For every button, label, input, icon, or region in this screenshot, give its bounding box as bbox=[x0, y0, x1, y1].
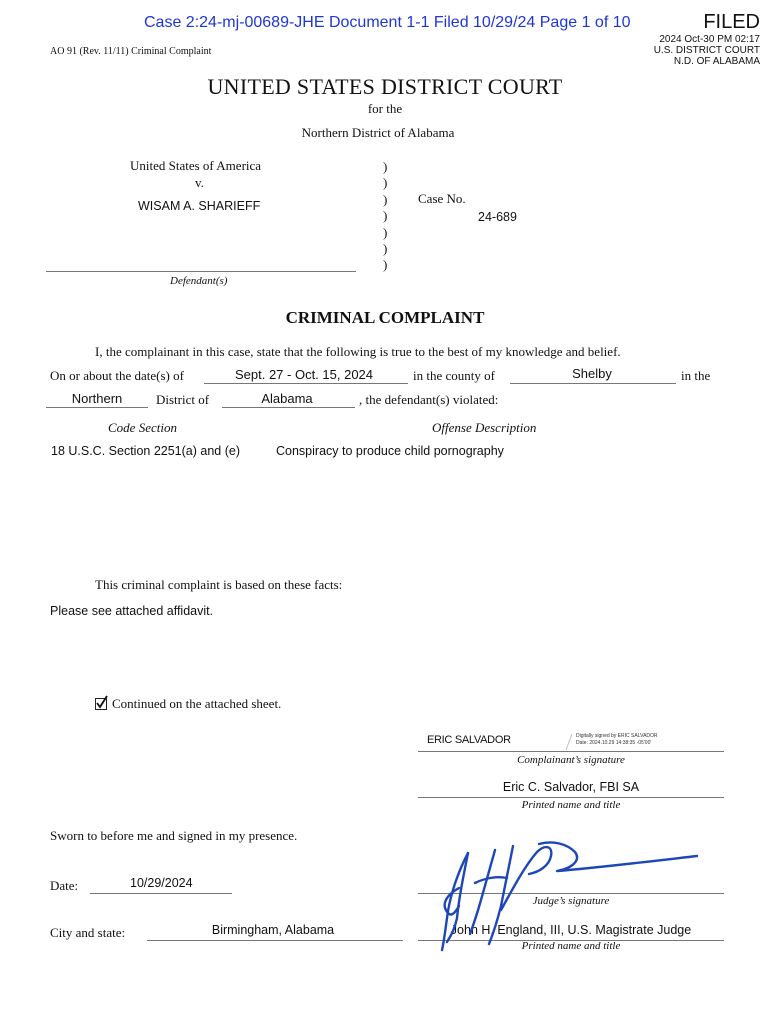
complaint-heading: CRIMINAL COMPLAINT bbox=[285, 308, 485, 327]
defendant-underline bbox=[46, 271, 356, 272]
digital-signature-line-2: Date: 2024.10.29 14:38:35 -05'00' bbox=[576, 740, 652, 746]
state-value: Alabama bbox=[261, 391, 313, 406]
district-of-label: District of bbox=[156, 392, 210, 407]
continued-label: Continued on the attached sheet. bbox=[112, 696, 282, 711]
paren: ) bbox=[383, 208, 388, 224]
paren: ) bbox=[383, 159, 388, 174]
continued-checkbox[interactable] bbox=[95, 698, 107, 710]
complainant-printed-label: Printed name and title bbox=[521, 799, 621, 811]
sworn-statement: Sworn to before me and signed in my presence. bbox=[50, 828, 298, 843]
plaintiff-name: United States of America bbox=[130, 158, 262, 173]
for-the: for the bbox=[367, 101, 403, 116]
date-underline bbox=[204, 383, 408, 384]
city-state-value: Birmingham, Alabama bbox=[211, 923, 335, 937]
code-section-value: 18 U.S.C. Section 2251(a) and (e) bbox=[51, 444, 240, 458]
facts-text: Please see attached affidavit. bbox=[50, 604, 214, 618]
complainant-signature: ERIC SALVADOR bbox=[427, 734, 511, 746]
city-state-underline bbox=[147, 940, 403, 941]
court-name: UNITED STATES DISTRICT COURT bbox=[207, 74, 563, 99]
city-state-label: City and state: bbox=[50, 925, 126, 940]
paren: ) bbox=[383, 240, 388, 256]
filed-stamp bbox=[654, 10, 760, 67]
offense-description-header: Offense Description bbox=[432, 420, 537, 435]
sworn-date-underline bbox=[90, 893, 232, 894]
date-label: Date: bbox=[50, 878, 79, 893]
on-or-about-label: On or about the date(s) of bbox=[50, 368, 184, 383]
judge-printed-label: Printed name and title bbox=[521, 940, 621, 952]
date-value: Sept. 27 - Oct. 15, 2024 bbox=[234, 367, 374, 382]
facts-label: This criminal complaint is based on these facts: bbox=[95, 577, 343, 592]
defendant-name: WISAM A. SHARIEFF bbox=[138, 199, 261, 213]
paren: ) bbox=[383, 224, 388, 240]
sworn-date-value: 10/29/2024 bbox=[130, 876, 193, 890]
violated-label: , the defendant(s) violated: bbox=[359, 392, 499, 407]
case-header-line: Case 2:24-mj-00689-JHE Document 1-1 Filed 10/29/24 Page 1 of 10 bbox=[144, 14, 631, 31]
caption-parentheses bbox=[383, 159, 387, 274]
county-value: Shelby bbox=[572, 366, 612, 381]
court-district: Northern District of Alabama bbox=[301, 125, 455, 140]
judge-printed-name: John H. England, III, U.S. Magistrate Judge bbox=[450, 923, 692, 937]
district-value: Northern bbox=[71, 391, 123, 406]
filed-datetime: 2024 Oct-30 PM 02:17 bbox=[659, 34, 760, 45]
paren: ) bbox=[383, 257, 388, 273]
filed-title: FILED bbox=[703, 11, 760, 33]
complainant-signature-label: Complainant’s signature bbox=[517, 754, 625, 766]
code-section-header: Code Section bbox=[108, 420, 177, 435]
signature-slash-icon bbox=[564, 733, 574, 751]
case-no-label: Case No. bbox=[418, 191, 466, 206]
complainant-name-line bbox=[418, 797, 724, 798]
district-underline bbox=[46, 407, 148, 408]
state-underline bbox=[222, 407, 355, 408]
complainant-printed-name: Eric C. Salvador, FBI SA bbox=[502, 780, 640, 794]
judge-signature-label: Judge’s signature bbox=[532, 895, 610, 907]
county-underline bbox=[510, 383, 676, 384]
offense-description-value: Conspiracy to produce child pornography bbox=[276, 444, 504, 458]
in-county-label: in the county of bbox=[413, 368, 495, 383]
filed-court: U.S. DISTRICT COURT bbox=[653, 45, 760, 56]
paren: ) bbox=[383, 191, 388, 207]
case-no-value: 24-689 bbox=[478, 210, 517, 224]
filed-district: N.D. OF ALABAMA bbox=[673, 56, 760, 67]
versus: v. bbox=[195, 175, 204, 190]
judge-handwritten-signature bbox=[435, 838, 705, 953]
complaint-intro: I, the complainant in this case, state that the following is true to the best of my knowledge and belief. bbox=[95, 344, 621, 359]
defendant-label: Defendant(s) bbox=[170, 275, 228, 287]
digital-signature-line-1: Digitally signed by ERIC SALVADOR bbox=[576, 733, 658, 739]
paren: ) bbox=[383, 175, 388, 191]
form-id: AO 91 (Rev. 11/11) Criminal Complaint bbox=[50, 46, 212, 57]
checkmark-icon bbox=[95, 695, 109, 709]
in-the-label: in the bbox=[681, 368, 711, 383]
complainant-signature-line bbox=[418, 751, 724, 752]
